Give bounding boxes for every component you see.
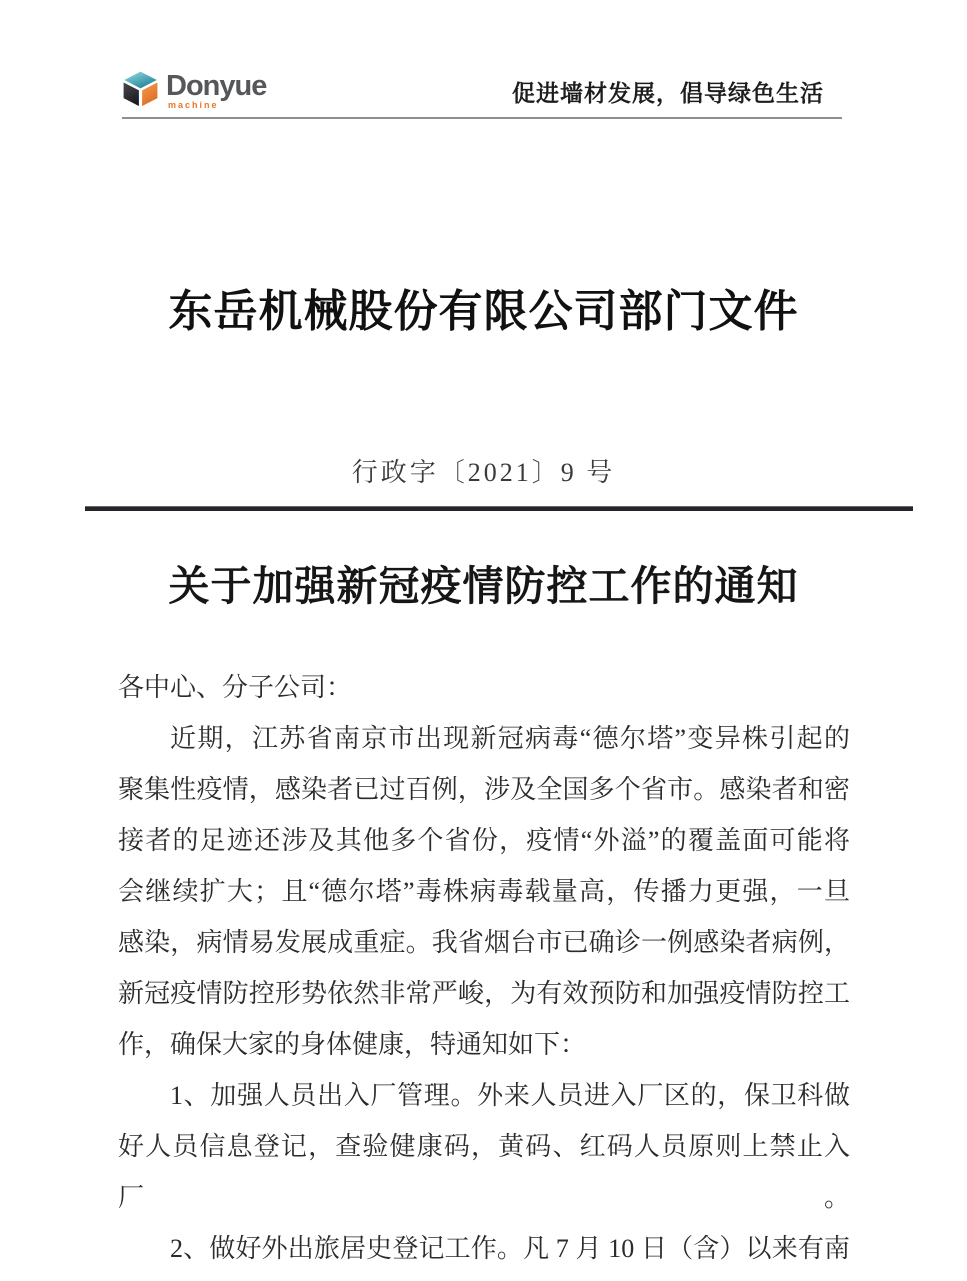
- header-divider: [122, 117, 842, 119]
- title-divider: [85, 506, 913, 511]
- body-line: 感染，病情易发展成重症。我省烟台市已确诊一例感染者病例，: [118, 928, 850, 957]
- notice-title: 关于加强新冠疫情防控工作的通知: [168, 563, 799, 609]
- document-title: 东岳机械股份有限公司部门文件: [168, 287, 799, 336]
- cube-logo-icon: [122, 70, 159, 108]
- document-number: 行政字〔2021〕9 号: [351, 458, 616, 487]
- brand-logo: [122, 70, 266, 110]
- body-line: 近期，江苏省南京市出现新冠病毒“德尔塔”变异株引起的: [170, 724, 850, 753]
- brand-subtitle: machine: [168, 100, 219, 110]
- salutation-line: 各中心、分子公司：: [118, 673, 353, 702]
- brand-name: Donyue: [166, 70, 267, 102]
- body-line: 会继续扩大；且“德尔塔”毒株病毒载量高，传播力更强，一旦: [118, 877, 850, 906]
- body-line: 新冠疫情防控形势依然非常严峻，为有效预防和加强疫情防控工: [118, 979, 850, 1008]
- body-line-item-2: 2、做好外出旅居史登记工作。凡 7 月 10 日（含）以来有南: [170, 1234, 850, 1263]
- brand-text: [166, 70, 267, 110]
- body-line: 接者的足迹还涉及其他多个省份，疫情“外溢”的覆盖面可能将: [118, 826, 850, 855]
- document-body: [118, 662, 850, 1274]
- body-line: 聚集性疫情，感染者已过百例，涉及全国多个省市。感染者和密: [118, 775, 850, 804]
- page-header: [122, 0, 842, 110]
- header-slogan: 促进墙材发展，倡导绿色生活: [512, 80, 824, 106]
- body-line: 作，确保大家的身体健康，特通知如下：: [118, 1030, 587, 1059]
- body-line-item-1: 1、加强人员出入厂管理。外来人员进入厂区的，保卫科做: [170, 1081, 850, 1110]
- body-line: 好人员信息登记，查验健康码，黄码、红码人员原则上禁止入厂。: [118, 1132, 850, 1212]
